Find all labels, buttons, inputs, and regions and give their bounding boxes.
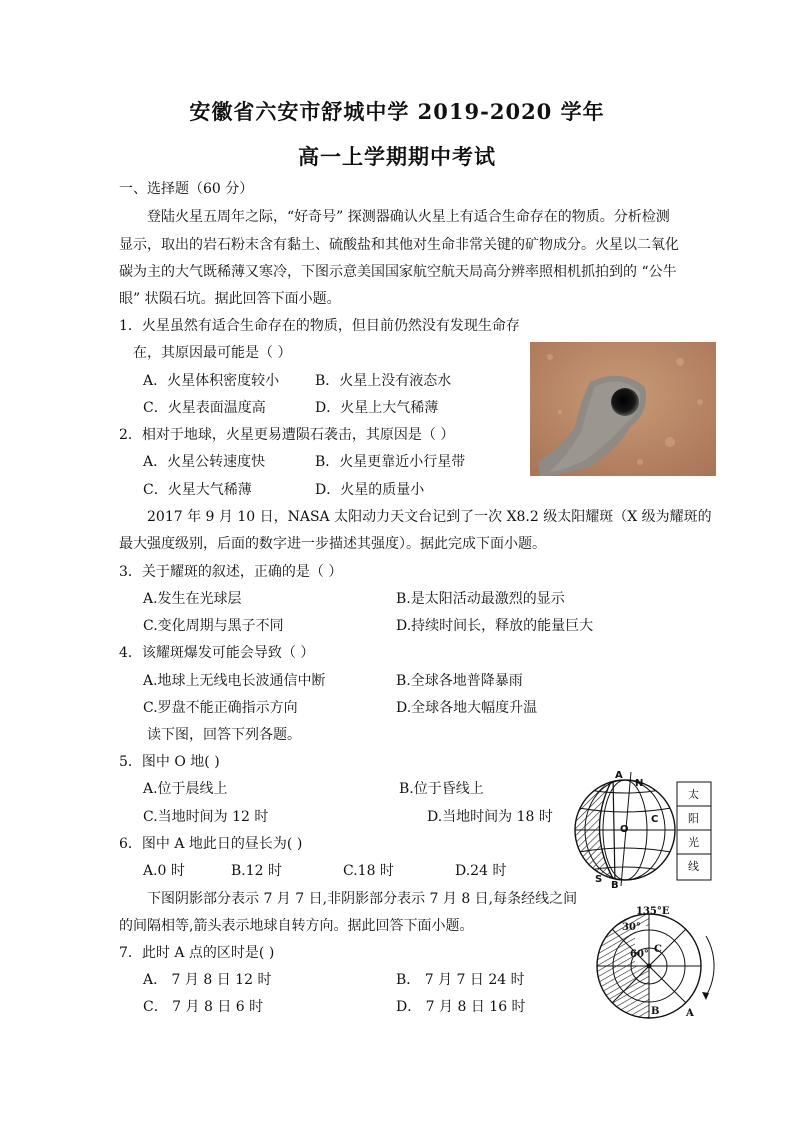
fig1-label-s: S xyxy=(595,874,603,885)
polar-view-figure xyxy=(590,906,715,1024)
q2-option-d: D．火星的质量小 xyxy=(315,482,425,498)
q3-option-a: A.发生在光球层 xyxy=(143,591,242,607)
q3-option-d: D.持续时间长，释放的能量巨大 xyxy=(396,618,594,634)
q3-stem: 3．关于耀斑的叙述，正确的是（ ） xyxy=(119,564,343,580)
fig1-label-o: O xyxy=(620,824,629,835)
globe-sunlight-figure xyxy=(565,768,715,890)
q2-option-a: A．火星公转速度快 xyxy=(143,454,266,470)
q5-option-c: C.当地时间为 12 时 xyxy=(143,809,269,825)
section-heading: 一、选择题（60 分） xyxy=(119,181,254,197)
q2-stem: 2．相对于地球，火星更易遭陨石袭击，其原因是（ ） xyxy=(119,427,455,443)
q4-option-a: A.地球上无线电长波通信中断 xyxy=(143,673,326,689)
q4-option-b: B.全球各地普降暴雨 xyxy=(396,673,523,689)
fig2-label-b: B xyxy=(651,1006,660,1017)
q3-option-b: B.是太阳活动最激烈的显示 xyxy=(396,591,565,607)
fig1-sunlight-char-1: 太 xyxy=(688,788,699,801)
q4-option-d: D.全球各地大幅度升温 xyxy=(396,700,538,716)
q4-stem: 4．该耀斑爆发可能会导致（ ） xyxy=(119,645,315,661)
page-title: 安徽省六安市舒城中学 2019-2020 学年 xyxy=(189,99,605,124)
page-subtitle: 高一上学期期中考试 xyxy=(298,144,496,169)
q5-option-d: D.当地时间为 18 时 xyxy=(427,809,553,825)
passage4-line2: 的间隔相等,箭头表示地球自转方向。据此回答下面小题。 xyxy=(119,918,474,934)
fig1-sunlight-char-4: 线 xyxy=(688,860,699,873)
q2-option-c: C．火星大气稀薄 xyxy=(143,482,252,498)
passage1-line1: 登陆火星五周年之际，“好奇号” 探测器确认火星上有适合生命存在的物质。分析检测 xyxy=(147,209,670,225)
passage2-line1: 2017 年 9 月 10 日，NASA 太阳动力天文台记到了一次 X8.2 级太阳耀斑（X 级为耀斑的 xyxy=(147,509,712,525)
fig2-label-60: 60° xyxy=(630,949,649,960)
fig1-label-a: A xyxy=(615,770,623,781)
passage1-line3: 碳为主的大气既稀薄又寒冷，下图示意美国国家航空航天局高分辨率照相机抓拍到的 “公牛 xyxy=(119,264,677,280)
q7-option-c: C． 7 月 8 日 6 时 xyxy=(143,999,264,1015)
q1-option-a: A．火星体积密度较小 xyxy=(143,373,280,389)
q7-option-a: A． 7 月 8 日 12 时 xyxy=(143,972,272,988)
q6-stem: 6．图中 A 地此日的昼长为( ) xyxy=(119,836,303,852)
q6-option-b: B.12 时 xyxy=(231,863,283,879)
q6-option-d: D.24 时 xyxy=(455,863,507,879)
fig1-label-n: N xyxy=(635,778,644,789)
passage2-line2: 最大强度级别，后面的数字进一步描述其强度）。据此完成下面小题。 xyxy=(119,536,546,552)
fig2-label-a: A xyxy=(686,1008,694,1019)
q7-option-b: B． 7 月 7 日 24 时 xyxy=(396,972,525,988)
passage4-line1: 下图阴影部分表示 7 月 7 日,非阴影部分表示 7 月 8 日,每条经线之间 xyxy=(147,891,578,907)
q1-stem-line1: 1．火星虽然有适合生命存在的物质，但目前仍然没有发现生命存 xyxy=(119,318,520,334)
fig2-label-135e: 135°E xyxy=(636,906,670,917)
q7-option-d: D． 7 月 8 日 16 时 xyxy=(396,999,526,1015)
passage1-line2: 显示，取出的岩石粉末含有黏土、硫酸盐和其他对生命非常关键的矿物成分。火星以二氧化 xyxy=(119,237,679,253)
q7-stem: 7．此时 A 点的区时是( ) xyxy=(119,945,275,961)
q4-option-c: C.罗盘不能正确指示方向 xyxy=(143,700,298,716)
fig1-sunlight-char-3: 光 xyxy=(688,836,699,849)
fig1-sunlight-char-2: 阳 xyxy=(688,812,699,825)
passage3-line1: 读下图，回答下列各题。 xyxy=(147,727,301,743)
q6-option-c: C.18 时 xyxy=(343,863,394,879)
crater-photo xyxy=(530,342,716,476)
fig1-label-c: C xyxy=(651,814,659,825)
q5-stem: 5．图中 O 地( ) xyxy=(119,754,220,770)
q6-option-a: A.0 时 xyxy=(143,863,185,879)
q5-option-b: B.位于昏线上 xyxy=(399,781,484,797)
q1-option-c: C．火星表面温度高 xyxy=(143,400,266,416)
fig1-label-b: B xyxy=(611,880,619,890)
q2-option-b: B．火星更靠近小行星带 xyxy=(315,454,466,470)
q3-option-c: C.变化周期与黑子不同 xyxy=(143,618,284,634)
passage1-line4: 眼” 状陨石坑。据此回答下面小题。 xyxy=(119,291,341,307)
q1-stem-line2: 在，其原因最可能是（ ） xyxy=(133,345,292,361)
fig2-label-30: 30° xyxy=(622,922,641,933)
q1-option-d: D．火星上大气稀薄 xyxy=(315,400,439,416)
q1-option-b: B．火星上没有液态水 xyxy=(315,373,452,389)
q5-option-a: A.位于晨线上 xyxy=(143,781,228,797)
fig2-label-c: C xyxy=(654,944,662,955)
